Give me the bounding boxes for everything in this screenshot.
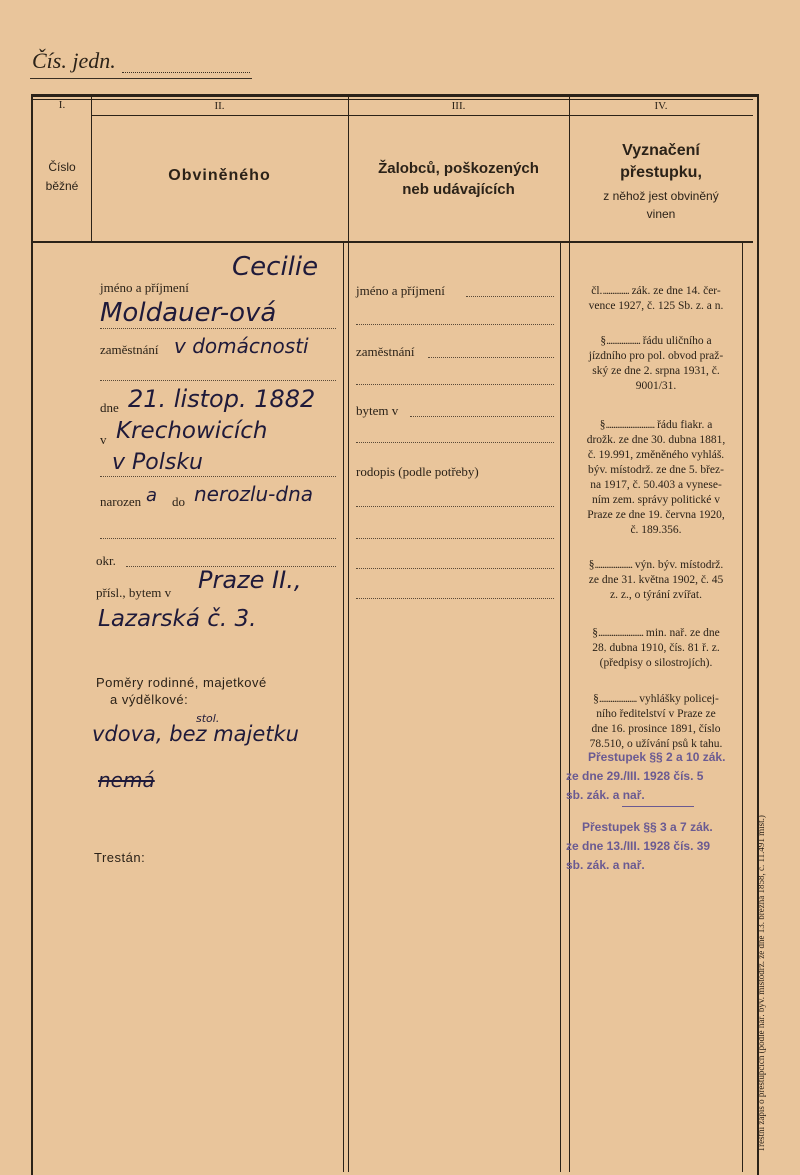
fill-line — [410, 416, 554, 417]
born-label: narozen — [100, 494, 142, 509]
birth-place-label: v — [100, 432, 107, 447]
column-number: IV. — [654, 100, 668, 112]
name-label: jméno a příjmení — [100, 280, 189, 295]
fill-line — [356, 568, 554, 569]
column-divider — [560, 243, 561, 1172]
fill-line — [100, 538, 336, 539]
side-caption: Trestní zápis o přestupcích (podle nař. býv. místodrž. ze dne 13. března 1858, č. 11.491 míst.) — [756, 815, 766, 1152]
fill-line — [356, 324, 554, 325]
column-header-obvineneho: Obviněného — [168, 167, 271, 184]
handwritten-residence: Praze II., — [198, 566, 302, 594]
offence-item: §.......................... řádu fiakr. a drožk. ze dne 30. dubna 1881, č. 19.991, změněného vyhláš. býv. místodrž. ze dne 5. břez- na 1917, č. 50.403 a vynese- ním zem. správy politické v Praze ze dne 19. června 1920, č. 189.356. — [586, 419, 726, 536]
plaintiff-name-label: jméno a příjmení — [356, 283, 445, 298]
offence-item: §.................... vyhlášky policej- ního ředitelství v Praze ze dne 16. prosince 1891, číslo 78.510, o užívání psů k tahu. — [589, 693, 723, 750]
cis-jedn-field — [122, 72, 250, 73]
column-number: I. — [58, 99, 66, 111]
handwritten-struck-word: nemá — [98, 768, 155, 792]
handwritten-birth-country: v Polsku — [112, 450, 203, 475]
fill-line — [428, 357, 554, 358]
fill-line — [100, 380, 336, 381]
plaintiff-residence-label: bytem v — [356, 403, 399, 418]
column-divider — [348, 97, 349, 1172]
fill-line — [100, 328, 336, 329]
residence-label: přísl., bytem v — [96, 585, 172, 600]
handwritten-domicile: nerozlu-dna — [194, 482, 314, 506]
column-header-vyznaceni: Vyznačení přestupku, z něhož jest obviněný vinen — [603, 142, 719, 221]
fill-line — [356, 442, 554, 443]
handwritten-first-name: Cecilie — [232, 252, 319, 282]
handwritten-birth-place: Krechowicích — [116, 418, 268, 444]
domicile-label: do — [172, 494, 185, 509]
offence-item: §........................ min. nař. ze dne 28. dubna 1910, čís. 81 ř. z. (předpisy o silostrojích). — [592, 627, 720, 669]
handwritten-street: Lazarská č. 3. — [98, 606, 257, 632]
rodopis-label: rodopis (podle potřeby) — [356, 464, 479, 479]
divider — [30, 78, 252, 79]
handwritten-correction: stol. — [196, 712, 220, 725]
column-divider — [742, 243, 743, 1172]
birth-date-label: dne — [100, 400, 119, 415]
punished-label: Trestán: — [94, 850, 146, 865]
handwritten-suffix: a — [146, 485, 158, 506]
handwritten-birth-date: 21. listop. 1882 — [128, 385, 316, 413]
handwritten-family-circumstances: vdova, bez majetku — [92, 722, 299, 746]
fill-line — [356, 384, 554, 385]
cis-jedn-label: Čís. jedn. — [32, 48, 116, 73]
district-label: okr. — [96, 553, 116, 568]
offence-stamp: Přestupek §§ 2 a 10 zák. ze dne 29./III. 1928 čís. 5 sb. zák. a nař. — [566, 750, 726, 802]
fill-line — [356, 506, 554, 507]
fill-line — [356, 598, 554, 599]
plaintiff-occupation-label: zaměstnání — [356, 344, 415, 359]
fill-line — [100, 476, 336, 477]
handwritten-occupation: v domácnosti — [174, 334, 309, 358]
offence-item: čl............... zák. ze dne 14. čer- vence 1927, č. 125 Sb. z. a n. — [588, 285, 724, 312]
divider — [91, 115, 753, 116]
stamp-rule — [622, 806, 694, 807]
column-header-cislo: Číslo běžné — [45, 160, 79, 193]
column-divider — [569, 97, 570, 1172]
column-header-zalobcu: Žalobců, poškozených neb udávajících — [378, 160, 539, 198]
family-circumstances-label: Poměry rodinné, majetkové a výdělkové: — [96, 675, 267, 707]
header-divider — [33, 241, 753, 243]
fill-line — [356, 538, 554, 539]
fill-line — [466, 296, 554, 297]
offence-item: §.................. řádu uličního a jízdního pro pol. obvod praž- ský ze dne 2. srpna 1931, č. 9001/31. — [588, 335, 724, 392]
occupation-label: zaměstnání — [100, 342, 159, 357]
offence-stamp: Přestupek §§ 3 a 7 zák. ze dne 13./III. 1928 čís. 39 sb. zák. a nař. — [566, 820, 713, 872]
column-divider — [343, 243, 344, 1172]
handwritten-surname: Moldauer-ová — [100, 298, 277, 328]
offence-item: §.................... výn. býv. místodrž. ze dne 31. května 1902, č. 45 z. z., o týrání zvířat. — [588, 559, 724, 601]
column-number: II. — [214, 100, 225, 112]
column-number: III. — [451, 100, 466, 112]
